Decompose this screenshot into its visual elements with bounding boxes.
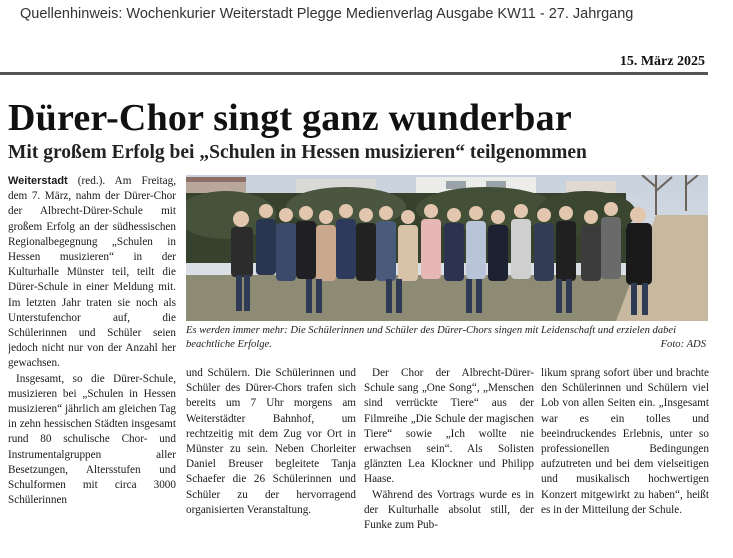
article-column-3	[364, 366, 534, 558]
body-paragraph: likum sprang sofort über und brachte den Schülerinnen und Schülern viel Lob von allen Seiten ein. „Insgesamt war es ein tolles und beeindruckendes Erlebnis, unter so professionellen Bedingungen aufzutreten und bei dem vielseitigen und musikalisch hochwertigen Konzert mitgewirkt zu haben“, heißt es in der Mitteilung der Schule.	[541, 367, 709, 516]
article-column-1	[8, 174, 176, 558]
lead-paragraph	[8, 174, 176, 372]
body-paragraph: und Schülern. Die Schülerinnen und Schüler des Dürer-Chors trafen sich bereits um 7 Uhr morgens am Weiterstädter Bahnhof, um rechtzeitig mit dem Zug vor Ort in Münster zu sein. Neben Chorleiter Daniel Breuser begleitete Tanja Schaefer die 26 Schülerinnen und Schüler zu der hervorragend organisierten Veranstaltung.	[186, 367, 356, 516]
caption-text: Es werden immer mehr: Die Schülerinnen und Schüler des Dürer-Chors singen mit Leidenschaft und erzielen dabei beachtliche Erfolge.	[186, 325, 677, 350]
photo-illustration	[186, 175, 708, 321]
header-rule	[0, 72, 708, 75]
article-column-4	[541, 366, 709, 558]
photo-caption	[186, 324, 706, 351]
body-paragraph: Insgesamt, so die Dürer-Schule, musizieren bei „Schulen in Hessen musizieren“ jährlich am gleichen Tag in zehn hessischen Städten insgesamt rund 80 schulische Chor- und Instrumentalgruppen aller Besetzungen, Altersstufen und Schulformen mit circa 3000 Schülerinnen	[8, 372, 176, 507]
body-paragraph: Während des Vortrags wurde es in der Kulturhalle absolut still, der Funke zum Pub-	[364, 488, 534, 532]
article-column-2	[186, 366, 356, 558]
subheadline: Mit großem Erfolg bei „Schulen in Hessen musizieren“ teilgenommen	[8, 142, 587, 163]
group-photo	[186, 175, 708, 321]
issue-date: 15. März 2025	[619, 54, 705, 69]
body-paragraph: Der Chor der Albrecht-Dürer-Schule sang „One Song“, „Menschen sind verrückte Tiere“ aus der Filmreihe „Die Schule der magischen Tiere“ sowie „Ich wollte nie erwachsen sein“. Als Solisten glänzten Lea Klockner und Philipp Haase.	[364, 367, 534, 486]
dateline: Weiterstadt	[8, 175, 68, 187]
headline: Dürer-Chor singt ganz wunderbar	[8, 97, 572, 139]
photo-credit: Foto: ADS	[660, 338, 706, 350]
lead-text: (red.). Am Freitag, dem 7. März, nahm der Dürer-Chor der Albrecht-Dürer-Schule mit großem Erfolg an der südhessischen Regionalbegegnung „Schulen in Hessen musizieren“ in der Kulturhalle Münster teil, teilt die Dürer-Schule in einer Meldung mit. Im letzten Jahr traten sie noch als Unterstufenchor auf, die Schülerinnen und Schüler seien jedoch nicht nur von der Anzahl her gewachsen.	[8, 175, 176, 370]
source-line: Quellenhinweis: Wochenkurier Weiterstadt Plegge Medienverlag Ausgabe KW11 - 27. Jahrgang	[20, 6, 634, 22]
